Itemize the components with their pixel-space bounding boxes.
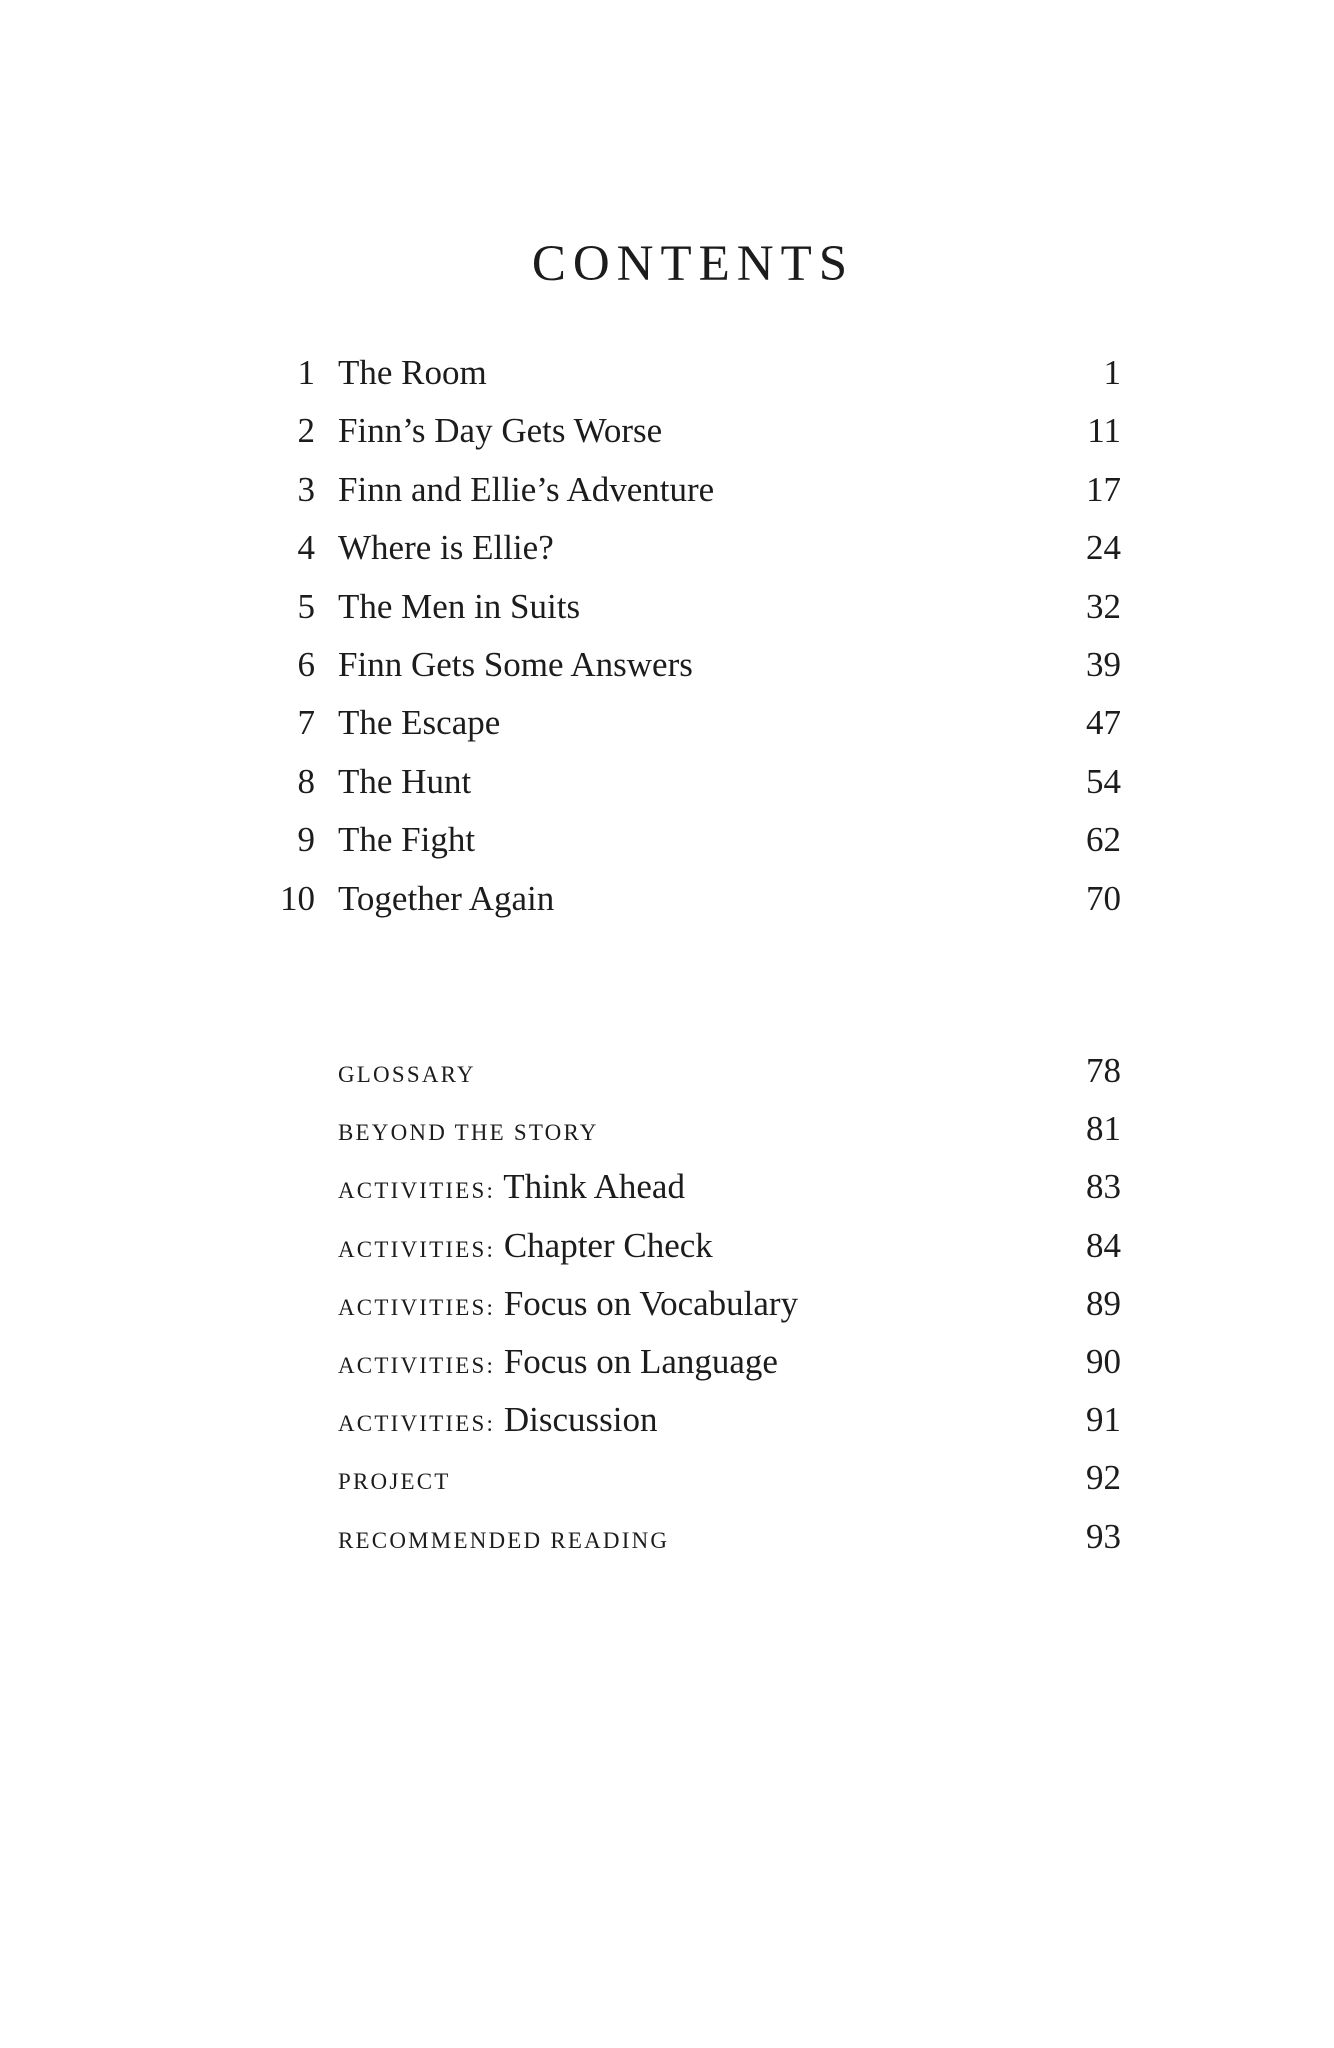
toc-back-matter-row[interactable] bbox=[0, 1224, 1334, 1282]
page-number: 89 bbox=[1086, 1283, 1121, 1323]
chapter-title: Finn and Ellie’s Adventure bbox=[338, 469, 715, 509]
section-label: ACTIVITIES: bbox=[338, 1178, 496, 1204]
toc-back-matter-row[interactable] bbox=[0, 1456, 1334, 1514]
toc-back-matter-row[interactable] bbox=[0, 1515, 1334, 1573]
page-number: 54 bbox=[1086, 761, 1121, 801]
back-matter-entry bbox=[338, 1165, 685, 1213]
toc-back-matter-row[interactable] bbox=[0, 1165, 1334, 1223]
page-number: 17 bbox=[1086, 469, 1121, 509]
section-label: GLOSSARY bbox=[338, 1062, 476, 1087]
page-number: 81 bbox=[1086, 1109, 1121, 1149]
page-number: 11 bbox=[1087, 411, 1121, 451]
page-number: 78 bbox=[1086, 1051, 1121, 1090]
section-label: ACTIVITIES: bbox=[338, 1411, 496, 1437]
page-number: 32 bbox=[1086, 586, 1121, 626]
page-number: 91 bbox=[1086, 1400, 1121, 1440]
toc-chapter-row[interactable] bbox=[0, 643, 1334, 701]
chapter-number: 2 bbox=[297, 411, 315, 451]
section-title: Think Ahead bbox=[503, 1167, 685, 1207]
chapter-title: The Room bbox=[338, 353, 487, 392]
section-label: ACTIVITIES: bbox=[338, 1352, 496, 1378]
page-number: 83 bbox=[1086, 1167, 1121, 1207]
chapter-number: 1 bbox=[297, 353, 315, 392]
back-matter-entry bbox=[338, 1107, 599, 1155]
back-matter-entry bbox=[338, 1515, 669, 1563]
section-label: PROJECT bbox=[338, 1469, 451, 1495]
section-title: Focus on Vocabulary bbox=[503, 1283, 799, 1323]
page-number: 1 bbox=[1103, 353, 1121, 392]
toc-chapter-row[interactable] bbox=[0, 468, 1334, 526]
back-matter-entry bbox=[338, 1398, 657, 1446]
section-title: Focus on Language bbox=[503, 1341, 778, 1381]
page-number: 62 bbox=[1086, 820, 1121, 860]
page-title: CONTENTS bbox=[531, 236, 855, 293]
chapter-number: 5 bbox=[297, 586, 315, 626]
chapter-title: Together Again bbox=[338, 878, 555, 918]
toc-chapter-row[interactable] bbox=[0, 526, 1334, 584]
back-matter-entry bbox=[338, 1224, 713, 1272]
chapter-title: Finn’s Day Gets Worse bbox=[338, 411, 663, 451]
back-matter-entry bbox=[338, 1456, 451, 1504]
chapter-number: 4 bbox=[297, 528, 315, 568]
back-matter-entry bbox=[338, 1282, 798, 1330]
chapter-number: 9 bbox=[297, 820, 315, 860]
chapter-number: 3 bbox=[297, 469, 315, 509]
toc-chapter-row[interactable] bbox=[0, 409, 1334, 467]
toc-back-matter-row[interactable] bbox=[0, 1107, 1334, 1165]
chapter-title: The Fight bbox=[338, 820, 476, 860]
section-title: Chapter Check bbox=[503, 1225, 713, 1265]
section-title: Discussion bbox=[503, 1400, 658, 1440]
chapter-title: Where is Ellie? bbox=[338, 528, 554, 568]
page-number: 93 bbox=[1086, 1516, 1121, 1556]
toc-chapter-row[interactable] bbox=[0, 877, 1334, 935]
toc-chapter-row[interactable] bbox=[0, 818, 1334, 876]
page-number: 47 bbox=[1086, 703, 1121, 743]
section-label: BEYOND THE STORY bbox=[338, 1120, 599, 1146]
chapter-number: 7 bbox=[297, 703, 315, 743]
page-number: 70 bbox=[1086, 878, 1121, 918]
toc-chapter-row[interactable] bbox=[0, 351, 1334, 409]
page-number: 90 bbox=[1086, 1341, 1121, 1381]
toc-chapter-row[interactable] bbox=[0, 701, 1334, 759]
toc-chapter-row[interactable] bbox=[0, 760, 1334, 818]
section-label: RECOMMENDED READING bbox=[338, 1527, 670, 1553]
back-matter-entry bbox=[338, 1340, 778, 1388]
toc-chapter-row[interactable] bbox=[0, 585, 1334, 643]
back-matter-entry bbox=[338, 1049, 476, 1097]
toc-back-matter-row[interactable] bbox=[0, 1398, 1334, 1456]
chapter-number: 6 bbox=[297, 644, 315, 684]
toc-back-matter-row[interactable] bbox=[0, 1340, 1334, 1398]
page-number: 92 bbox=[1086, 1458, 1121, 1498]
back-matter-list bbox=[0, 1049, 1334, 1573]
chapter-title: The Men in Suits bbox=[338, 586, 581, 626]
chapter-list bbox=[0, 351, 1334, 935]
chapter-number: 10 bbox=[280, 878, 315, 918]
page-number: 24 bbox=[1086, 528, 1121, 568]
chapter-title: The Escape bbox=[338, 703, 501, 743]
chapter-title: The Hunt bbox=[338, 761, 472, 801]
section-label: ACTIVITIES: bbox=[338, 1294, 496, 1320]
toc-back-matter-row[interactable] bbox=[0, 1282, 1334, 1340]
chapter-number: 8 bbox=[297, 761, 315, 801]
page-number: 84 bbox=[1086, 1225, 1121, 1265]
toc-back-matter-row[interactable] bbox=[0, 1049, 1334, 1107]
page-number: 39 bbox=[1086, 644, 1121, 684]
section-label: ACTIVITIES: bbox=[338, 1236, 496, 1262]
chapter-title: Finn Gets Some Answers bbox=[338, 644, 693, 684]
